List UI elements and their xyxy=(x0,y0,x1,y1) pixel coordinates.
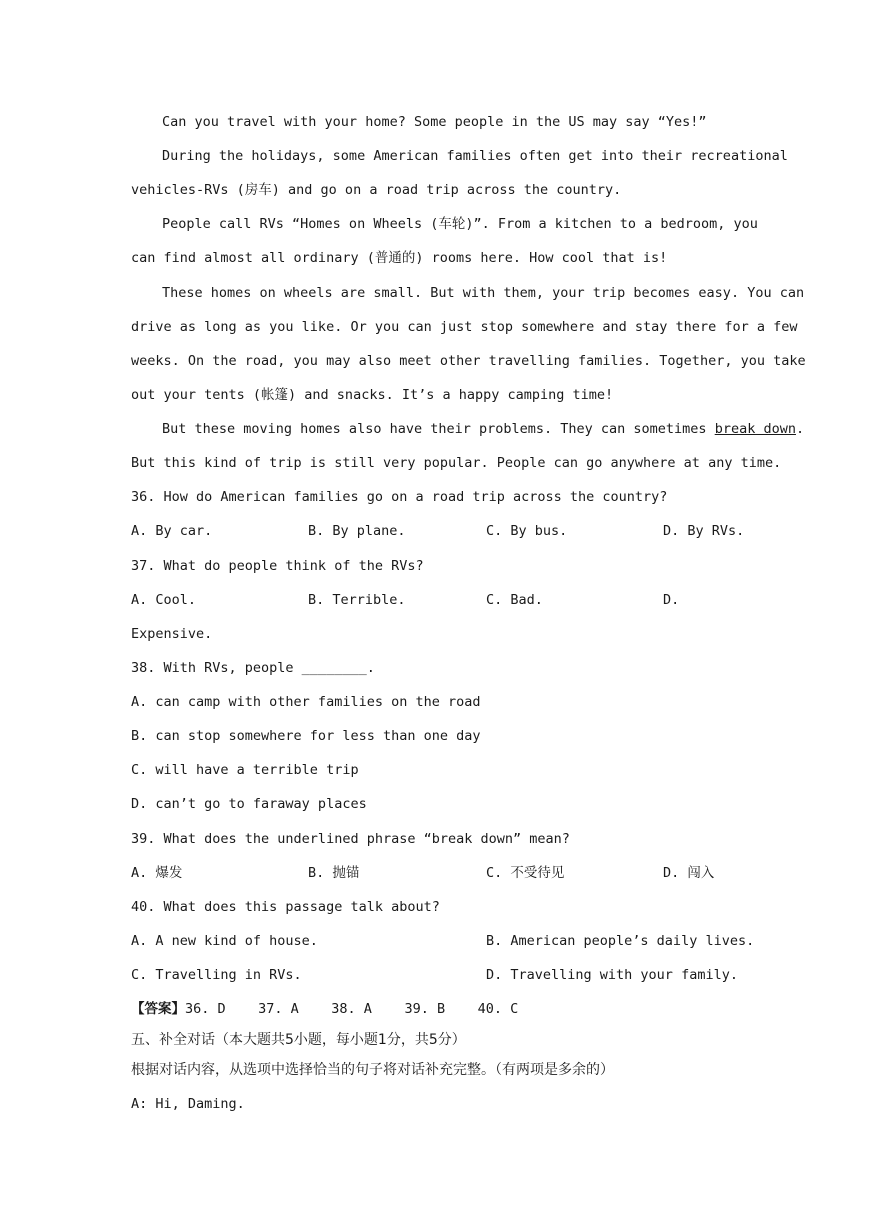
q37-option-a: A. Cool. xyxy=(131,592,197,608)
passage-text: . xyxy=(795,421,805,437)
question-39-stem: 39. What does the underlined phrase “break down” mean? xyxy=(131,831,570,847)
question-37-stem: 37. What do people think of the RVs? xyxy=(131,558,424,574)
passage-text: But these moving homes also have their problems. They can sometimes xyxy=(162,421,715,437)
q39-option-c: C. 不受待见 xyxy=(486,865,565,881)
passage-line: can find almost all ordinary (普通的) rooms here. How cool that is! xyxy=(131,250,668,266)
q36-option-b: B. By plane. xyxy=(308,523,406,539)
passage-line: drive as long as you like. Or you can just stop somewhere and stay there for a few xyxy=(131,319,798,335)
q38-option-c: C. will have a terrible trip xyxy=(131,762,359,778)
answer-tag: 【答案】 xyxy=(131,1001,185,1017)
section-5-instruction: 根据对话内容，从选项中选择恰当的句子将对话补充完整。（有两项是多余的） xyxy=(131,1062,614,1078)
passage-line: During the holidays, some American families often get into their recreational xyxy=(162,148,788,164)
passage-line xyxy=(162,419,804,439)
q37-option-d: D. xyxy=(663,592,680,608)
q38-option-a: A. can camp with other families on the road xyxy=(131,694,481,710)
question-40-stem: 40. What does this passage talk about? xyxy=(131,899,440,915)
q37-option-c: C. Bad. xyxy=(486,592,543,608)
section-5-title: 五、补全对话（本大题共5小题，每小题1分，共5分） xyxy=(131,1032,466,1048)
question-36-stem: 36. How do American families go on a road trip across the country? xyxy=(131,489,668,505)
passage-line: Can you travel with your home? Some people in the US may say “Yes!” xyxy=(162,114,707,130)
q38-option-d: D. can’t go to faraway places xyxy=(131,796,367,812)
answer-key xyxy=(131,999,518,1019)
underlined-phrase: break down xyxy=(714,421,796,437)
passage-line: out your tents (帐篷) and snacks. It’s a happy camping time! xyxy=(131,387,614,403)
question-38-stem: 38. With RVs, people ________. xyxy=(131,660,375,676)
passage-line: vehicles-RVs (房车) and go on a road trip across the country. xyxy=(131,182,622,198)
q39-option-a: A. 爆发 xyxy=(131,865,183,881)
q36-option-a: A. By car. xyxy=(131,523,213,539)
q40-option-a: A. A new kind of house. xyxy=(131,933,318,949)
passage-line: People call RVs “Homes on Wheels (车轮)”. From a kitchen to a bedroom, you xyxy=(162,216,758,232)
passage-line: But this kind of trip is still very popular. People can go anywhere at any time. xyxy=(131,455,782,471)
passage-line: These homes on wheels are small. But with them, your trip becomes easy. You can xyxy=(162,285,805,301)
passage-line: weeks. On the road, you may also meet other travelling families. Together, you take xyxy=(131,353,806,369)
q40-option-d: D. Travelling with your family. xyxy=(486,967,738,983)
q39-option-b: B. 抛锚 xyxy=(308,865,360,881)
q37-option-b: B. Terrible. xyxy=(308,592,406,608)
q40-option-b: B. American people’s daily lives. xyxy=(486,933,755,949)
q40-option-c: C. Travelling in RVs. xyxy=(131,967,302,983)
q36-option-d: D. By RVs. xyxy=(663,523,745,539)
q39-option-d: D. 闯入 xyxy=(663,865,715,881)
q38-option-b: B. can stop somewhere for less than one day xyxy=(131,728,481,744)
q36-option-c: C. By bus. xyxy=(486,523,568,539)
dialogue-line: A: Hi, Daming. xyxy=(131,1096,245,1112)
answer-text: 36. D 37. A 38. A 39. B 40. C xyxy=(185,1001,519,1017)
q37-option-d-continued: Expensive. xyxy=(131,626,213,642)
